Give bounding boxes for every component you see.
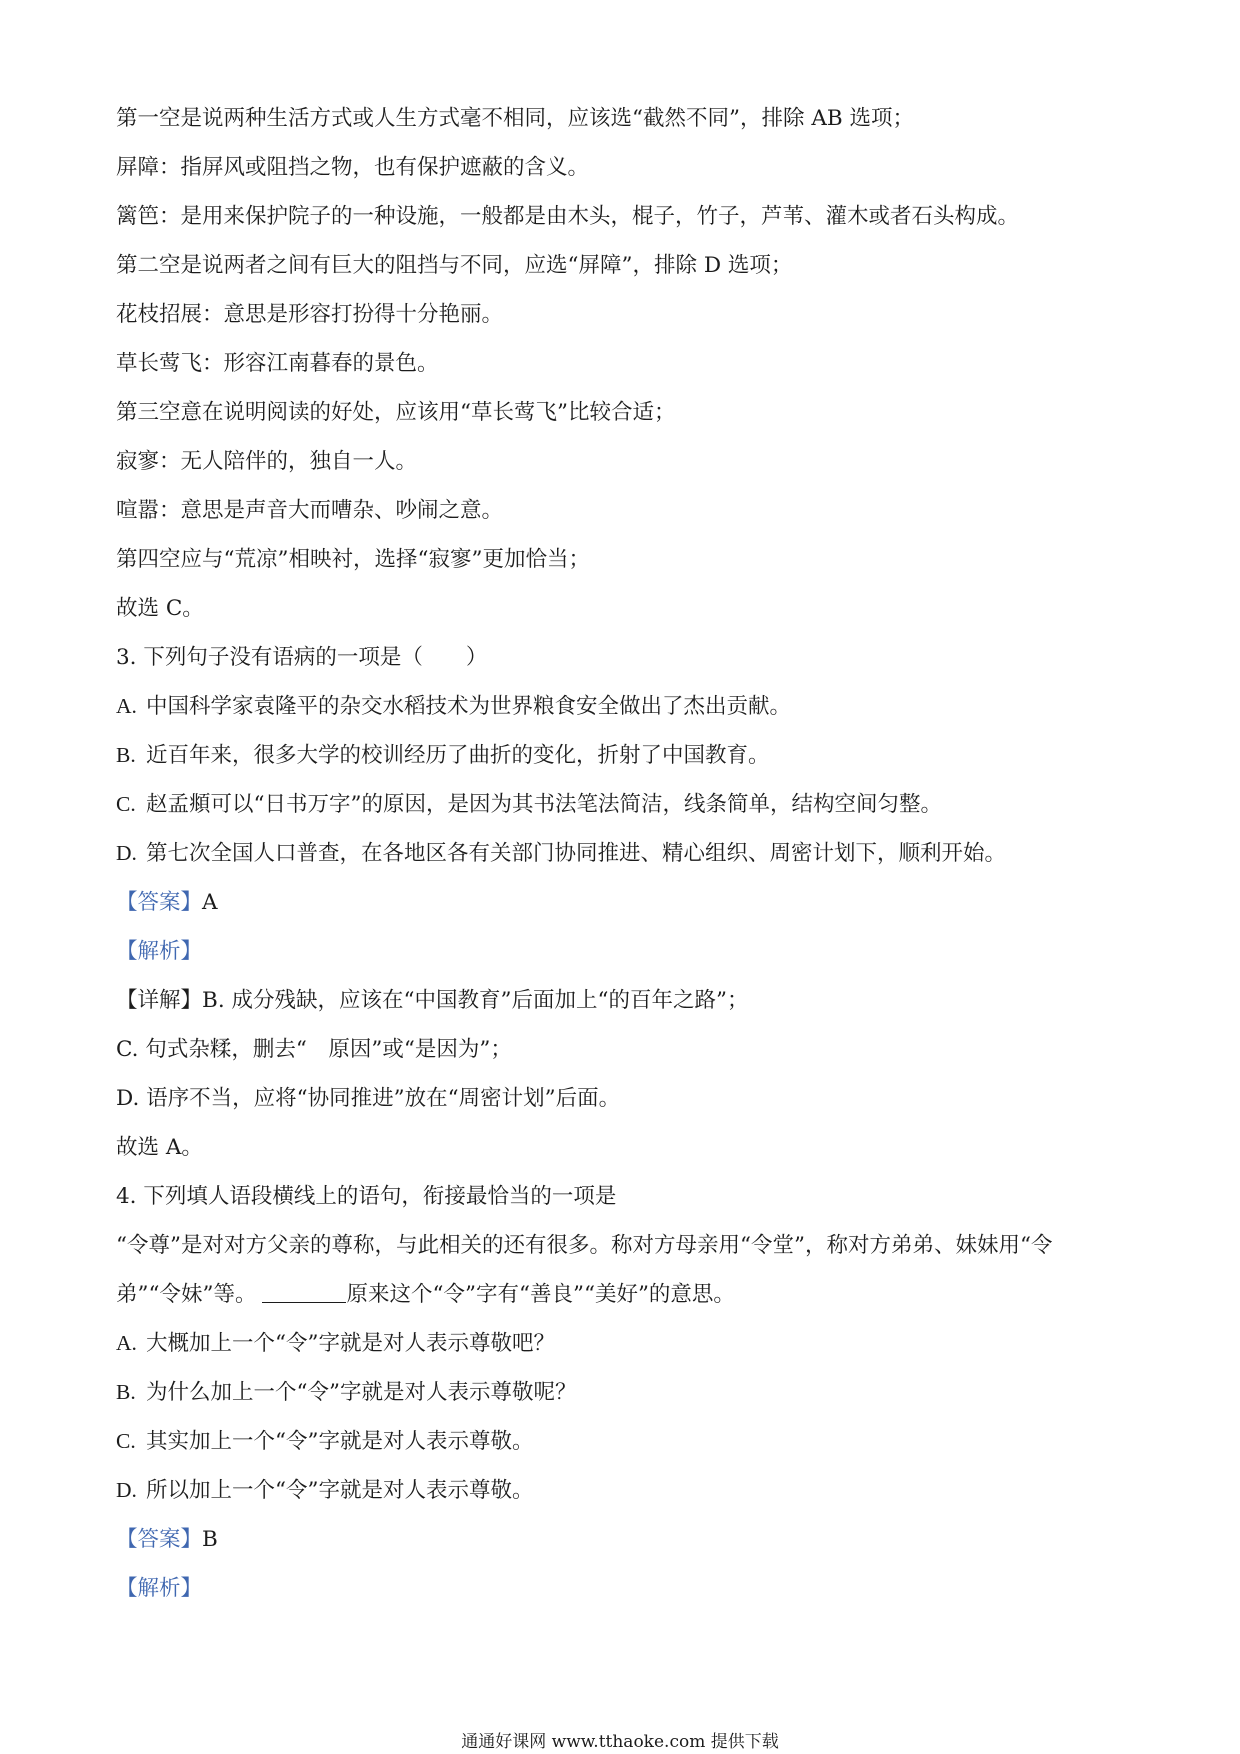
- question-3-analysis: [116, 927, 1176, 976]
- option-text: 其实加上一个“令”字就是对人表示尊敬。: [146, 1429, 534, 1454]
- question-4-passage-line: “令尊”是对对方父亲的尊称，与此相关的还有很多。称对方母亲用“令堂”，称对方弟弟、妹妹用“令: [116, 1233, 1053, 1258]
- question-4-passage-line: [116, 1270, 1176, 1319]
- question-3-stem: 3. 下列句子没有语病的一项是（ ）: [116, 645, 488, 670]
- question-3-option-c: [116, 780, 1176, 829]
- analysis-conclusion: 故选 C。: [116, 596, 204, 621]
- answer-value: B: [202, 1527, 218, 1552]
- option-letter: C.: [116, 1429, 136, 1453]
- question-4-answer: [116, 1515, 1176, 1564]
- option-letter: A.: [116, 694, 137, 718]
- page-content: [116, 94, 1176, 1613]
- answer-label: 【答案】: [116, 890, 203, 915]
- analysis-label: 【解析】: [116, 939, 203, 964]
- analysis-label: 【解析】: [116, 1576, 203, 1601]
- option-text: 为什么加上一个“令”字就是对人表示尊敬呢？: [146, 1380, 577, 1405]
- passage-text: 弟”“令妹”等。: [116, 1282, 257, 1307]
- question-3-conclusion: 故选 A。: [116, 1135, 203, 1160]
- page-footer: 通通好课网 www.tthaoke.com 提供下载: [461, 1732, 779, 1752]
- analysis-line: 第一空是说两种生活方式或人生方式毫不相同，应该选“截然不同”，排除 AB 选项；: [116, 106, 914, 131]
- question-3-option-b: [116, 731, 1176, 780]
- analysis-line: 寂寥：无人陪伴的，独自一人。: [116, 449, 418, 474]
- analysis-line: 屏障：指屏风或阻挡之物，也有保护遮蔽的含义。: [116, 155, 590, 180]
- question-4-option-b: [116, 1368, 1176, 1417]
- option-text: 第七次全国人口普查，在各地区各有关部门协同推进、精心组织、周密计划下，顺利开始。: [146, 841, 1007, 866]
- question-3-detail-line: D. 语序不当，应将“协同推进”放在“周密计划”后面。: [116, 1086, 621, 1111]
- fill-in-blank: [262, 1278, 346, 1303]
- analysis-line: 篱笆：是用来保护院子的一种设施，一般都是由木头，棍子，竹子，芦苇、灌木或者石头构成。: [116, 204, 1020, 229]
- analysis-line: 花枝招展：意思是形容打扮得十分艳丽。: [116, 302, 504, 327]
- question-3-option-d: [116, 829, 1176, 878]
- question-4-analysis: [116, 1564, 1176, 1613]
- question-3-option-a: [116, 682, 1176, 731]
- answer-label: 【答案】: [116, 1527, 203, 1552]
- question-4-option-d: [116, 1466, 1176, 1515]
- option-letter: D.: [116, 1478, 137, 1502]
- option-letter: A.: [116, 1331, 137, 1355]
- analysis-line: 第三空意在说明阅读的好处，应该用“草长莺飞”比较合适；: [116, 400, 676, 425]
- option-text: 所以加上一个“令”字就是对人表示尊敬。: [146, 1478, 534, 1503]
- answer-value: A: [202, 890, 218, 915]
- option-letter: D.: [116, 841, 137, 865]
- option-text: 近百年来，很多大学的校训经历了曲折的变化，折射了中国教育。: [146, 743, 770, 768]
- analysis-line: 第二空是说两者之间有巨大的阻挡与不同，应选“屏障”，排除 D 选项；: [116, 253, 793, 278]
- question-3-detail-line: C. 句式杂糅，删去“ 原因”或“是因为”；: [116, 1037, 512, 1062]
- detail-label: 【详解】: [116, 988, 203, 1013]
- option-text: 中国科学家袁隆平的杂交水稻技术为世界粮食安全做出了杰出贡献。: [146, 694, 792, 719]
- option-letter: B.: [116, 743, 136, 767]
- question-4-option-c: [116, 1417, 1176, 1466]
- analysis-line: 喧嚣：意思是声音大而嘈杂、吵闹之意。: [116, 498, 504, 523]
- analysis-line: 草长莺飞：形容江南暮春的景色。: [116, 351, 439, 376]
- passage-text: 原来这个“令”字有“善良”“美好”的意思。: [346, 1282, 735, 1307]
- question-4-stem: 4. 下列填人语段横线上的语句，衔接最恰当的一项是: [116, 1184, 617, 1209]
- option-letter: C.: [116, 792, 136, 816]
- option-text: 大概加上一个“令”字就是对人表示尊敬吧？: [146, 1331, 555, 1356]
- question-3-detail: [116, 976, 1176, 1025]
- detail-text: B. 成分残缺，应该在“中国教育”后面加上“的百年之路”；: [202, 988, 749, 1013]
- question-3-answer: [116, 878, 1176, 927]
- option-letter: B.: [116, 1380, 136, 1404]
- option-text: 赵孟頫可以“日书万字”的原因，是因为其书法笔法简洁，线条简单，结构空间匀整。: [146, 792, 942, 817]
- analysis-line: 第四空应与“荒凉”相映衬，选择“寂寥”更加恰当；: [116, 547, 590, 572]
- question-4-option-a: [116, 1319, 1176, 1368]
